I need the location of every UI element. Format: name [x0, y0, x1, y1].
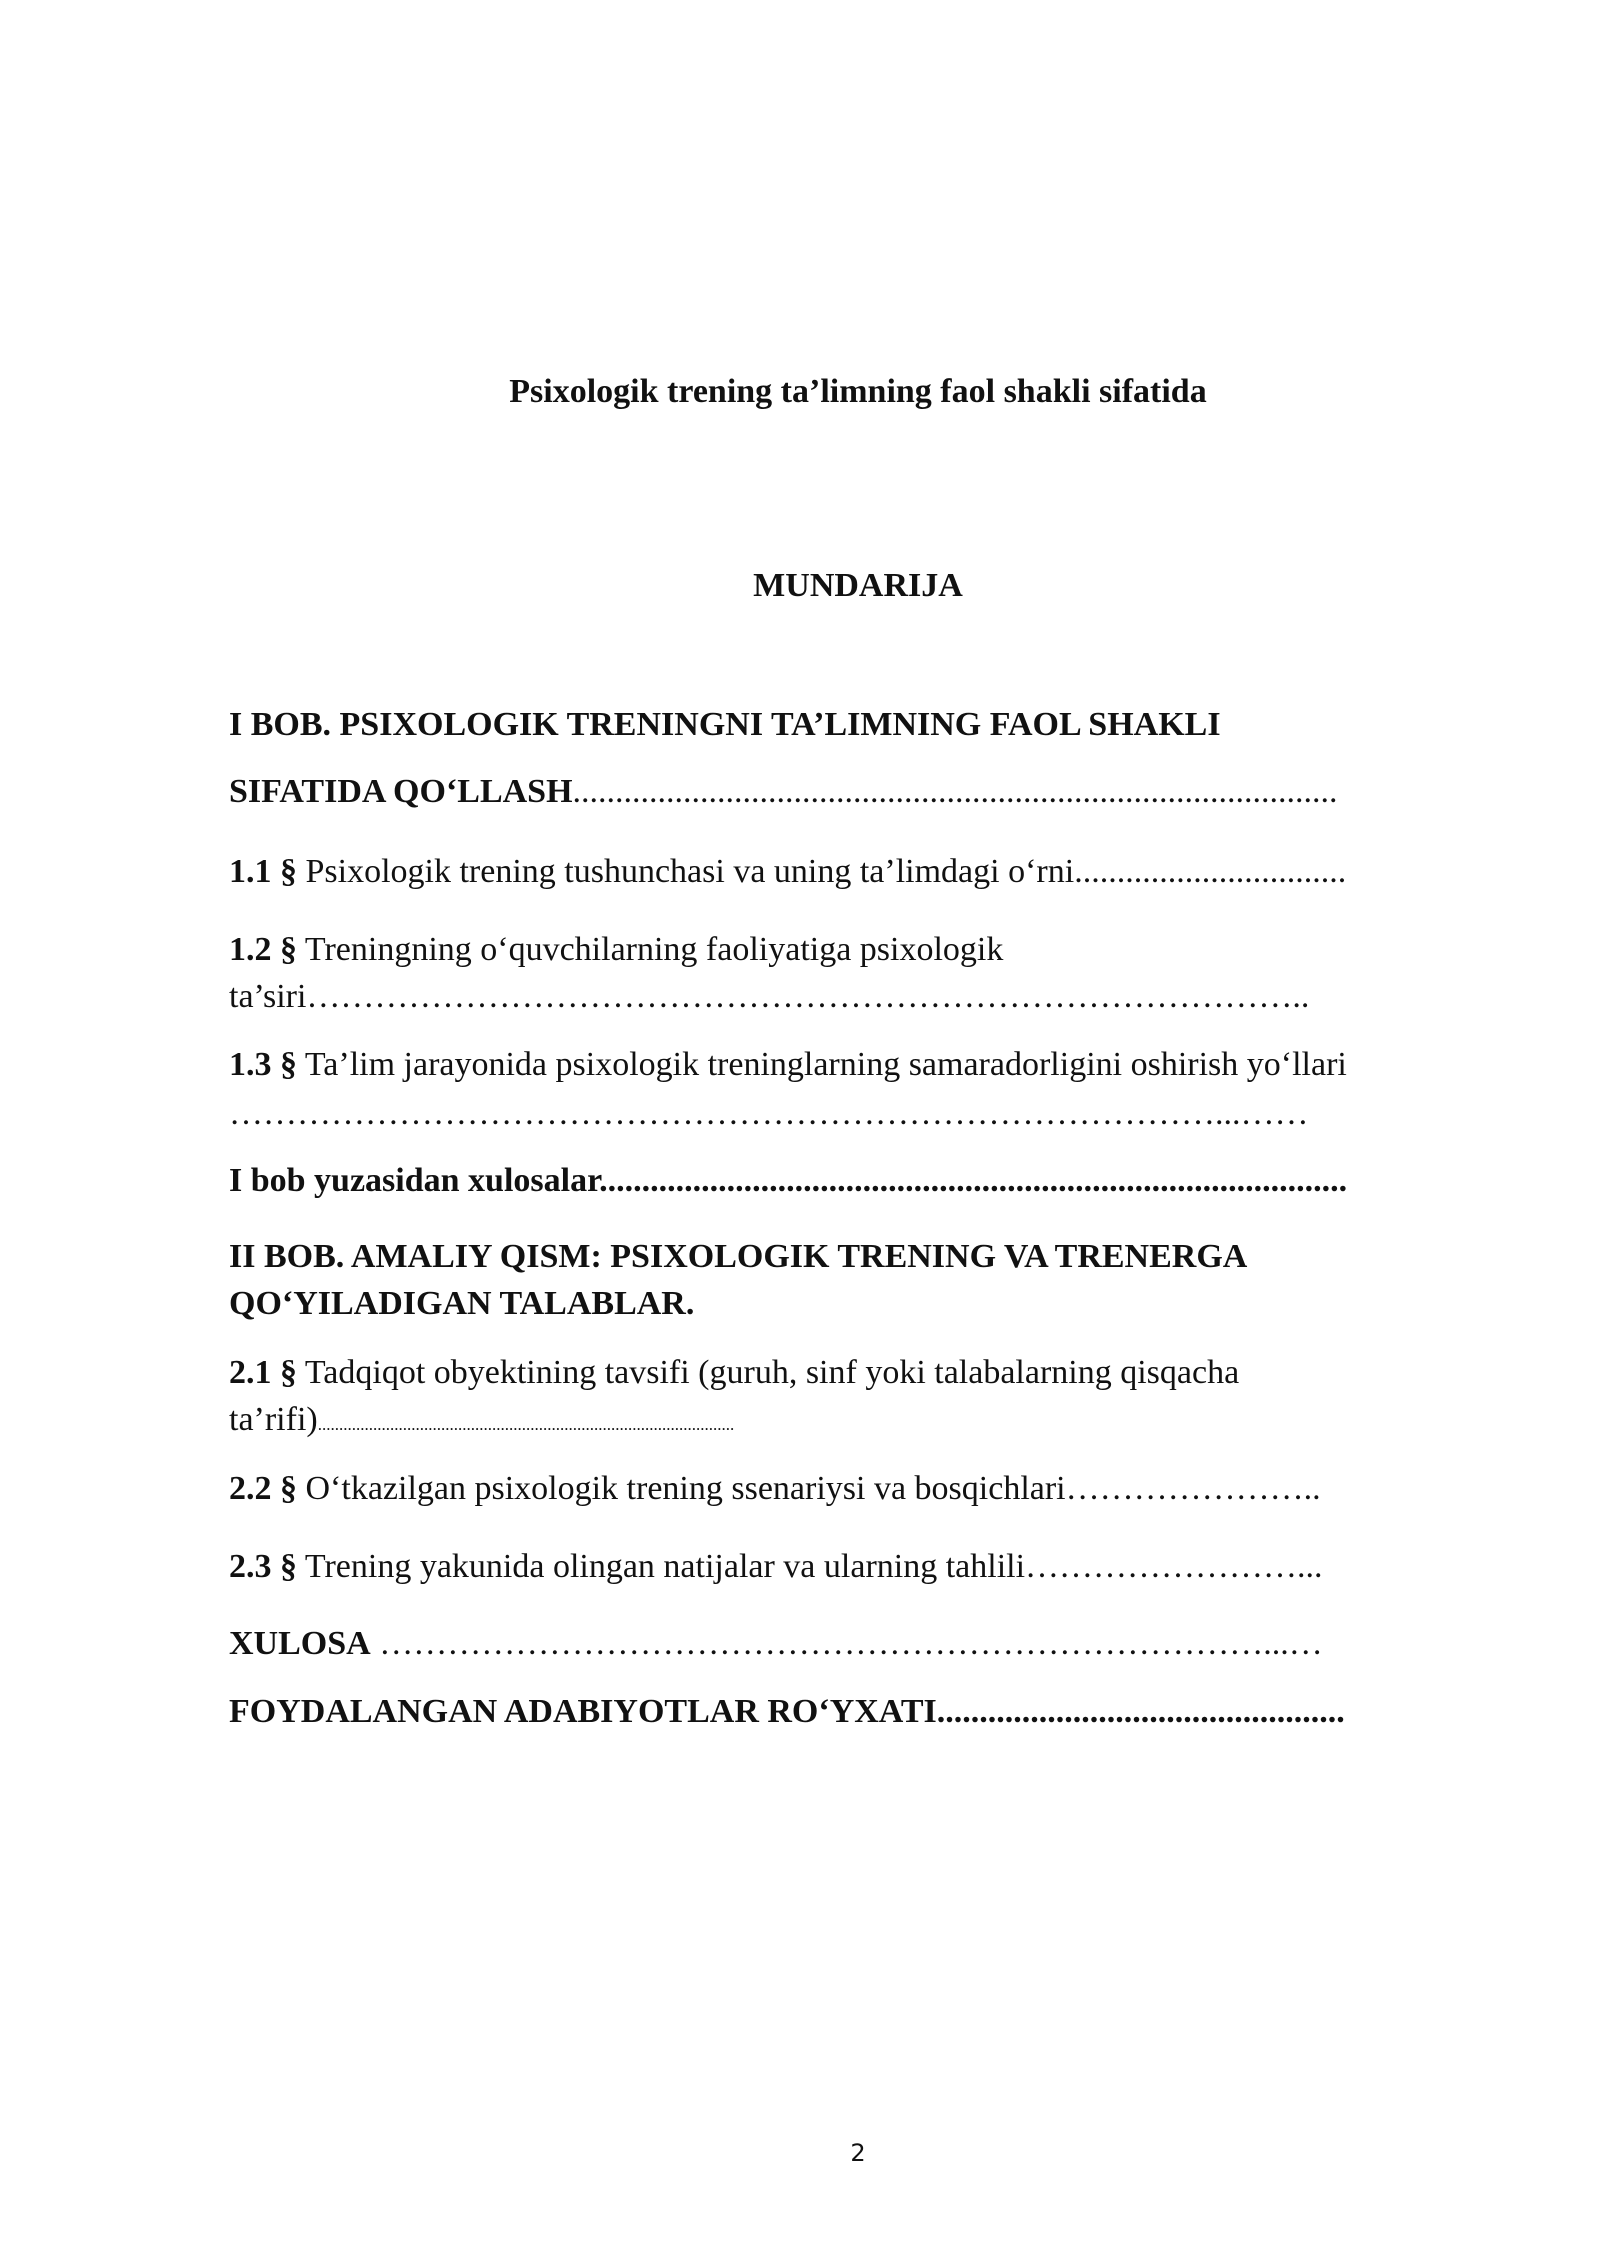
toc-chapter-2-line-2: [229, 1280, 1489, 1327]
page-number: 2: [850, 2139, 866, 2167]
toc-chapter-2-line-1: [229, 1233, 1489, 1280]
toc-leader-dots: ................................: [1074, 853, 1347, 890]
toc-section-title: Trening yakunida olingan natijalar va ularning tahlili……………………...: [297, 1548, 1323, 1585]
toc-chapter-1-title: I BOB. PSIXOLOGIK TRENINGNI TA’LIMNING FAOL SHAKLI: [229, 706, 1221, 743]
toc-chapter-1-line-2: [229, 768, 1489, 815]
toc-section-number: 1.2 §: [229, 931, 297, 968]
toc-section-title: O‘tkazilgan psixologik trening ssenariysi va bosqichlari…………………..: [297, 1470, 1321, 1507]
toc-section-number: 1.3 §: [229, 1046, 297, 1083]
toc-section-number: 2.2 §: [229, 1470, 297, 1507]
toc-section-2-1: [229, 1349, 1489, 1396]
toc-section-1-2-cont: [229, 973, 1489, 1020]
toc-section-1-3: [229, 1041, 1489, 1088]
toc-section-2-2: [229, 1465, 1489, 1512]
toc-references: [229, 1688, 1489, 1735]
toc-entry-title: I bob yuzasidan xulosalar: [229, 1162, 600, 1199]
toc-section-1-2: [229, 926, 1489, 973]
toc-section-2-1-cont: [229, 1396, 1489, 1448]
toc-section-title-cont: ta’rifi): [229, 1401, 318, 1438]
toc-leader-dots: ........................................................................................: [599, 1162, 1348, 1199]
toc-section-title: Ta’lim jarayonida psixologik treninglarning samaradorligini oshirish yo‘llari: [297, 1046, 1347, 1083]
toc-leader-dots: ..................................................................................................: [317, 1415, 735, 1434]
toc-section-1-3-cont: [229, 1090, 1489, 1137]
toc-section-title: Tadqiqot obyektining tavsifi (guruh, sinf yoki talabalarning qisqacha: [297, 1354, 1240, 1391]
document-title: Psixologik trening ta’limning faol shakli sifatida: [509, 373, 1207, 410]
toc-section-1-1: [229, 848, 1489, 895]
toc-section-number: 2.3 §: [229, 1548, 297, 1585]
toc-section-number: 2.1 §: [229, 1354, 297, 1391]
toc-heading: MUNDARIJA: [753, 567, 963, 604]
toc-chapter-1-line-1: [229, 701, 1489, 748]
toc-section-title: Treningning o‘quvchilarning faoliyatiga psixologik: [297, 931, 1004, 968]
toc-chapter-2-title: II BOB. AMALIY QISM: PSIXOLOGIK TRENING VA TRENERGA: [229, 1238, 1248, 1275]
toc-section-title: Psixologik trening tushunchasi va uning ta’limdagi o‘rni: [297, 853, 1075, 890]
toc-section-number: 1.1 §: [229, 853, 297, 890]
toc-chapter-1-conclusion: [229, 1157, 1489, 1204]
toc-leader-dots: ……………………………………………………………………...…: [370, 1625, 1323, 1662]
toc-section-title-cont: ta’siri……………………………………………………………………………..: [229, 978, 1310, 1015]
toc-conclusion: [229, 1620, 1489, 1667]
toc-chapter-2-title-cont: QO‘YILADIGAN TALABLAR.: [229, 1285, 695, 1322]
toc-leader-dots: ................................................: [936, 1693, 1345, 1730]
toc-entry-title: XULOSA: [229, 1625, 371, 1662]
toc-chapter-1-title-cont: SIFATIDA QO‘LLASH: [229, 773, 573, 810]
toc-leader-dots: ..........................................................................................: [572, 773, 1338, 810]
toc-section-2-3: [229, 1543, 1489, 1590]
toc-entry-title: FOYDALANGAN ADABIYOTLAR RO‘YXATI: [229, 1693, 937, 1730]
toc-leader-dots: ……………………………………………………………………………...……: [229, 1095, 1309, 1132]
